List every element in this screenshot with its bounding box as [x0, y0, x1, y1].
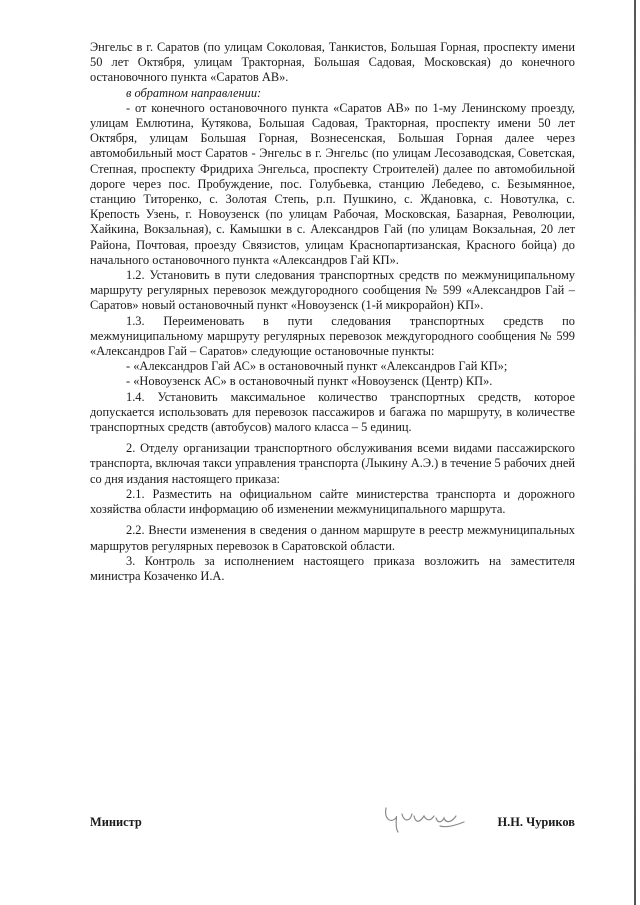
paragraph-2-1: 2.1. Разместить на официальном сайте министерства транспорта и дорожного хозяйства области информацию об изменении межмуниципального маршрута.	[90, 486, 575, 517]
paragraph-route-forward-end: Энгельс в г. Саратов (по улицам Соколовая, Танкистов, Большая Горная, проспекту имени 50 лет Октября, улицам Тракторная, Большая Садовая, Московская) до конечного остановочного пункта «Саратов АВ».	[90, 40, 575, 85]
paragraph-3: 3. Контроль за исполнением настоящего приказа возложить на заместителя министра Козаченко И.А.	[90, 553, 575, 583]
paragraph-route-reverse: - от конечного остановочного пункта «Саратов АВ» по 1-му Ленинскому проезду, улицам Емлютина, Кутякова, Большая Садовая, Тракторная, проспекту имени 50 лет Октября, улицам Большая Горная, Вознесенская, Большая Горная далее через автомобильный мост Саратов - Энгельс в г. Энгельс (по улицам Лесозаводская, Советская, Степная, проспекту Фридриха Энгельса, проспекту Строителей) далее по автомобильной дороге через пос. Пробуждение, пос. Голубьевка, станцию Лебедево, с. Безымянное, станцию Титоренко, с. Золотая Степь, р.п. Пушкино, с. Ждановка, с. Новотулка, с. Крепость Узень, г. Новоузенск (по улицам Рабочая, Московская, Базарная, Революции, Хайкина, Вокзальная), с. Камышки в с. Александров Гай (по улицам Вокзальная, 20 лет Района, Почтовая, проезду Связистов, улицам Краснопартизанская, Красного бойца) до начального остановочного пункта «Александров Гай КП».	[90, 100, 575, 267]
document-body	[90, 40, 575, 584]
paragraph-1-4: 1.4. Установить максимальное количество транспортных средств, которое допускается использовать для перевозок пассажиров и багажа по маршруту, в количестве транспортных средств (автобусов) малого класса – 5 единиц.	[90, 389, 575, 435]
scan-edge-divider	[634, 0, 636, 905]
signatory-name: Н.Н. Чуриков	[497, 815, 575, 829]
paragraph-1-3-item-2: - «Новоузенск АС» в остановочный пункт «Новоузенск (Центр) КП».	[126, 374, 493, 389]
paragraph-2: 2. Отделу организации транспортного обслуживания всеми видами пассажирского транспорта, включая такси управления транспорта (Лыкину А.Э.) в течение 5 рабочих дней со дня издания настоящего приказа:	[90, 441, 575, 486]
signature-block	[90, 812, 575, 852]
paragraph-1-3-item-1: - «Александров Гай АС» в остановочный пункт «Александров Гай КП»;	[126, 359, 508, 374]
paragraph-2-2: 2.2. Внести изменения в сведения о данном маршруте в реестр межмуниципальных маршрутов регулярных перевозок в Саратовской области.	[90, 523, 575, 553]
signatory-title: Министр	[90, 815, 142, 829]
paragraph-1-2: 1.2. Установить в пути следования транспортных средств по межмуниципальному маршруту регулярных перевозок междугородного сообщения № 599 «Александров Гай – Саратов» новый остановочный пункт «Новоузенск (1-й микрорайон) КП».	[90, 268, 575, 313]
reverse-direction-heading: в обратном направлении:	[126, 85, 262, 100]
handwritten-signature	[380, 800, 470, 840]
paragraph-1-3: 1.3. Переименовать в пути следования транспортных средств по межмуниципальному маршруту регулярных перевозок междугородного сообщения № 599 «Александров Гай – Саратов» следующие остановочные пункты:	[90, 313, 575, 359]
